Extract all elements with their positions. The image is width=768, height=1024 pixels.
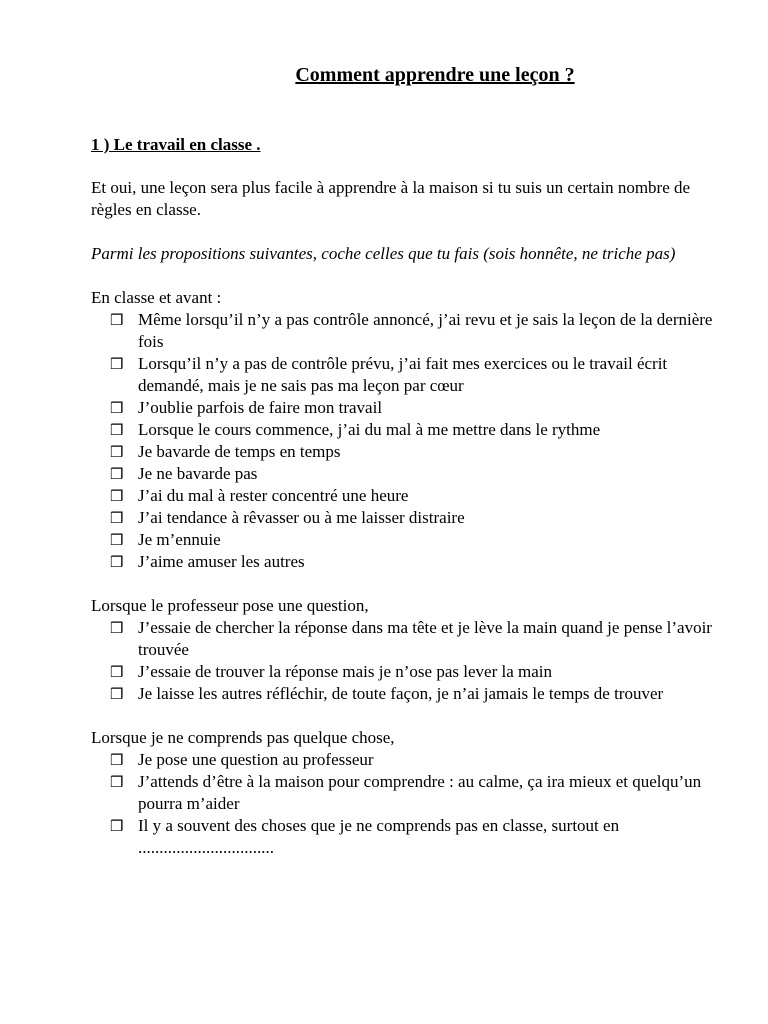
checkbox-icon[interactable]: ❒ bbox=[110, 751, 124, 769]
question-group-not-understanding bbox=[91, 727, 731, 859]
list-item-text: Lorsqu’il n’y a pas de contrôle prévu, j’ai fait mes exercices ou le travail écrit demandé, mais je ne sais pas ma leçon par cœur bbox=[138, 354, 668, 395]
list-item-text: J’attends d’être à la maison pour comprendre : au calme, ça ira mieux et quelqu’un pourra m’aider bbox=[138, 772, 702, 813]
checkbox-icon[interactable]: ❒ bbox=[110, 421, 124, 439]
section-heading: 1 ) Le travail en classe . bbox=[91, 135, 261, 154]
checkbox-icon[interactable]: ❒ bbox=[110, 663, 124, 681]
checkbox-icon[interactable]: ❒ bbox=[110, 509, 124, 527]
checkbox-icon[interactable]: ❒ bbox=[110, 553, 124, 571]
list-item[interactable] bbox=[91, 463, 731, 485]
list-item[interactable] bbox=[91, 661, 731, 683]
instruction-paragraph: Parmi les propositions suivantes, coche celles que tu fais (sois honnête, ne triche pas) bbox=[91, 244, 676, 263]
list-item[interactable] bbox=[91, 617, 731, 661]
list-item[interactable] bbox=[91, 815, 731, 859]
list-item-text: J’essaie de chercher la réponse dans ma tête et je lève la main quand je pense l’avoir trouvée bbox=[138, 618, 712, 659]
list-item-text: Il y a souvent des choses que je ne comprends pas en classe, surtout en ................................ bbox=[138, 816, 620, 857]
list-item-text: Je pose une question au professeur bbox=[138, 750, 374, 769]
list-item-text: J’oublie parfois de faire mon travail bbox=[138, 398, 383, 417]
checklist bbox=[91, 309, 731, 573]
list-item[interactable] bbox=[91, 507, 731, 529]
checkbox-icon[interactable]: ❒ bbox=[110, 685, 124, 703]
list-item-text: Je m’ennuie bbox=[138, 530, 221, 549]
group-label: En classe et avant : bbox=[91, 288, 222, 307]
checkbox-icon[interactable]: ❒ bbox=[110, 531, 124, 549]
list-item-text: Même lorsqu’il n’y a pas contrôle annoncé, j’ai revu et je sais la leçon de la dernière fois bbox=[138, 310, 713, 351]
intro-paragraph: Et oui, une leçon sera plus facile à apprendre à la maison si tu suis un certain nombre de règles en classe. bbox=[91, 178, 691, 219]
list-item[interactable] bbox=[91, 485, 731, 507]
checkbox-icon[interactable]: ❒ bbox=[110, 355, 124, 373]
list-item[interactable] bbox=[91, 551, 731, 573]
list-item-text: Je bavarde de temps en temps bbox=[138, 442, 341, 461]
list-item[interactable] bbox=[91, 749, 731, 771]
list-item-text: J’essaie de trouver la réponse mais je n’ose pas lever la main bbox=[138, 662, 552, 681]
checklist bbox=[91, 617, 731, 705]
list-item-text: Je ne bavarde pas bbox=[138, 464, 258, 483]
checkbox-icon[interactable]: ❒ bbox=[110, 311, 124, 329]
document-page bbox=[91, 62, 731, 859]
list-item-text: J’ai du mal à rester concentré une heure bbox=[138, 486, 409, 505]
checkbox-icon[interactable]: ❒ bbox=[110, 443, 124, 461]
question-group-teacher-question bbox=[91, 595, 731, 705]
checkbox-icon[interactable]: ❒ bbox=[110, 399, 124, 417]
page-title: Comment apprendre une leçon ? bbox=[295, 64, 575, 86]
group-label: Lorsque le professeur pose une question, bbox=[91, 596, 369, 615]
list-item[interactable] bbox=[91, 419, 731, 441]
checkbox-icon[interactable]: ❒ bbox=[110, 619, 124, 637]
question-group-in-class bbox=[91, 287, 731, 573]
list-item[interactable] bbox=[91, 397, 731, 419]
list-item-text: Lorsque le cours commence, j’ai du mal à me mettre dans le rythme bbox=[138, 420, 601, 439]
checkbox-icon[interactable]: ❒ bbox=[110, 773, 124, 791]
list-item[interactable] bbox=[91, 441, 731, 463]
checklist bbox=[91, 749, 731, 859]
list-item[interactable] bbox=[91, 529, 731, 551]
list-item-text: J’ai tendance à rêvasser ou à me laisser distraire bbox=[138, 508, 465, 527]
list-item-text: Je laisse les autres réfléchir, de toute façon, je n’ai jamais le temps de trouver bbox=[138, 684, 664, 703]
checkbox-icon[interactable]: ❒ bbox=[110, 465, 124, 483]
list-item[interactable] bbox=[91, 683, 731, 705]
checkbox-icon[interactable]: ❒ bbox=[110, 487, 124, 505]
group-label: Lorsque je ne comprends pas quelque chose, bbox=[91, 728, 395, 747]
checkbox-icon[interactable]: ❒ bbox=[110, 817, 124, 835]
list-item-text: J’aime amuser les autres bbox=[138, 552, 305, 571]
list-item[interactable] bbox=[91, 771, 731, 815]
list-item[interactable] bbox=[91, 309, 731, 353]
list-item[interactable] bbox=[91, 353, 731, 397]
